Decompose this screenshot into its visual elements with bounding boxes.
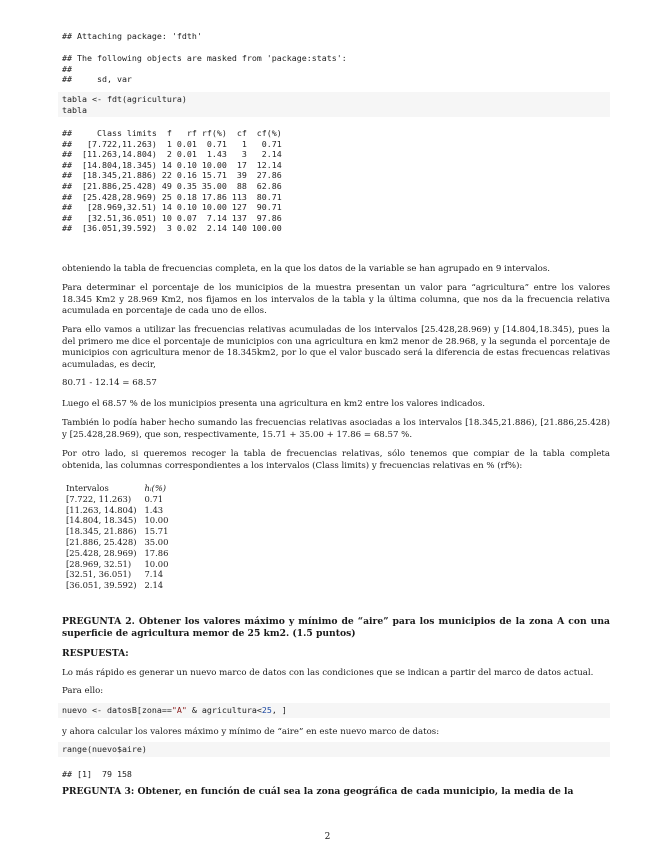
table-cell: [7.722, 11.263) [66, 493, 132, 504]
column-header: hᵢ(%) [144, 483, 167, 493]
table-cell: [11.263, 14.804) [66, 504, 137, 515]
fdt-row: ## [28.969,32.51) 14 0.10 10.00 127 90.71 [62, 202, 282, 213]
question-heading: PREGUNTA 2. Obtener los valores máximo y mínimo de “aire” para los municipios de la zona A con una superficie de agricultura memor de 25 km2. (1.5 puntos) [62, 616, 610, 639]
table-row [66, 559, 174, 570]
fdt-row: ## [36.051,39.592) 3 0.02 2.14 140 100.00 [62, 223, 282, 234]
fdt-row: ## [18.345,21.886) 22 0.16 15.71 39 27.86 [62, 170, 282, 181]
table-row [66, 526, 174, 537]
table-cell: 0.71 [144, 493, 164, 504]
table-cell: [18.345, 21.886) [66, 526, 137, 537]
output-line: ## [62, 63, 72, 74]
paragraph: Para determinar el porcentaje de los municipios de la muestra presentan un valor para “agricultura” entre los valores 18.345 Km2 y 28.969 Km2, nos fijamos en los intervalos de la tabla y la última columna, que nos da la frecuencia relativa acumulada en porcentaje de cada uno de ellos. [62, 283, 610, 317]
table-cell: 1.43 [144, 504, 164, 515]
code-line: range(nuevo$aire) [62, 744, 147, 754]
fdt-row: ## Class limits f rf rf(%) cf cf(%) [62, 128, 282, 138]
code-block-range [58, 742, 610, 757]
paragraph: Para ello: [62, 686, 104, 696]
output-line: ## [1] 79 158 [62, 769, 132, 779]
paragraph: También lo podía haber hecho sumando las frecuencias relativas asociadas a los intervalos [18.345,21.886), [21.886,25.428) y [25.428,28.969), que son, respectivamente, 15.71 + 35.00 + 17.86 = 68.57 %. [62, 418, 610, 440]
fdt-row: ## [14.804,18.345) 14 0.10 10.00 17 12.14 [62, 159, 282, 170]
fdt-row: ## [32.51,36.051) 10 0.07 7.14 137 97.86 [62, 212, 282, 223]
table-cell: 7.14 [144, 569, 164, 580]
column-header: Intervalos [66, 483, 109, 493]
console-output-masked [62, 53, 347, 85]
table-cell: 2.14 [144, 580, 164, 591]
table-cell: [21.886, 25.428) [66, 536, 137, 547]
table-row [66, 580, 174, 591]
code-number: 25 [261, 705, 272, 715]
paragraph: y ahora calcular los valores máximo y mínimo de “aire” en este nuevo marco de datos: [62, 727, 440, 737]
paragraph: obteniendo la tabla de frecuencias completa, en la que los datos de la variable se han agrupado en 9 intervalos. [62, 264, 551, 274]
question-heading: PREGUNTA 3: Obtener, en función de cuál sea la zona geográfica de cada municipio, la media de la [62, 786, 574, 797]
console-output-range [62, 769, 132, 780]
table-cell: 10.00 [144, 558, 169, 569]
code-string: "A" [171, 705, 187, 715]
table-cell: 10.00 [144, 515, 169, 526]
fdt-row: ## [11.263,14.804) 2 0.01 1.43 3 2.14 [62, 149, 282, 160]
paragraph: Luego el 68.57 % de los municipios presenta una agricultura en km2 entre los valores indicados. [62, 399, 485, 409]
table-cell: [36.051, 39.592) [66, 580, 137, 591]
output-line: ## The following objects are masked from 'package:stats': [62, 53, 347, 63]
table-cell: 35.00 [144, 536, 169, 547]
table-row [66, 505, 174, 516]
paragraph: Lo más rápido es generar un nuevo marco de datos con las condiciones que se indican a partir del marco de datos actual. [62, 668, 594, 678]
fdt-output-table [62, 128, 282, 234]
answer-heading: RESPUESTA: [62, 648, 129, 659]
code-block-fdt [58, 92, 610, 117]
fdt-row: ## [21.886,25.428) 49 0.35 35.00 88 62.86 [62, 180, 282, 191]
paragraph: Para ello vamos a utilizar las frecuencias relativas acumuladas de los intervalos [25.428,28.969) y [14.804,18.345), pues la del primero me dice el porcentaje de municipios con una agricultura en km2 menor de 28.968, y la segunda el porcentaje de municipios con agricultura menor de 18.345km2, por lo que el valor buscado será la diferencia de estas frecuencas relativas acumuladas, es decir, [62, 325, 610, 370]
code-token: , ] [271, 705, 287, 715]
table-row [66, 548, 174, 559]
code-line: tabla <- fdt(agricultura) [62, 94, 187, 104]
code-token: & agricultura< [186, 705, 262, 715]
paragraph: Por otro lado, si queremos recoger la tabla de frecuencias relativas, sólo tenemos que compiar de la tabla completa obtenida, las columnas correspondientes a los intervalos (Class limits) y frecuencias relativas en % (rf%): [62, 449, 610, 471]
output-line: ## Attaching package: 'fdth' [62, 31, 202, 41]
output-line: ## sd, var [62, 74, 132, 85]
table-row [66, 537, 174, 548]
table-cell: [32.51, 36.051) [66, 569, 132, 580]
fdt-row: ## [25.428,28.969) 25 0.18 17.86 113 80.71 [62, 191, 282, 202]
fdt-row: ## [7.722,11.263) 1 0.01 0.71 1 0.71 [62, 138, 282, 149]
table-cell: 15.71 [144, 526, 169, 537]
table-cell: [14.804, 18.345) [66, 515, 137, 526]
code-token: nuevo <- datosB[zona== [62, 705, 172, 715]
page-number: 2 [324, 832, 331, 842]
formula: 80.71 - 12.14 = 68.57 [62, 378, 157, 388]
table-row [66, 494, 174, 505]
table-row [66, 569, 174, 580]
table-header-row [66, 483, 174, 494]
console-output-attach [62, 31, 202, 42]
relative-frequency-table [66, 483, 174, 591]
table-row [66, 515, 174, 526]
table-cell: 17.86 [144, 547, 169, 558]
table-cell: [28.969, 32.51) [66, 558, 132, 569]
table-cell: [25.428, 28.969) [66, 547, 137, 558]
code-line: tabla [62, 104, 87, 115]
code-block-subset [58, 703, 610, 718]
